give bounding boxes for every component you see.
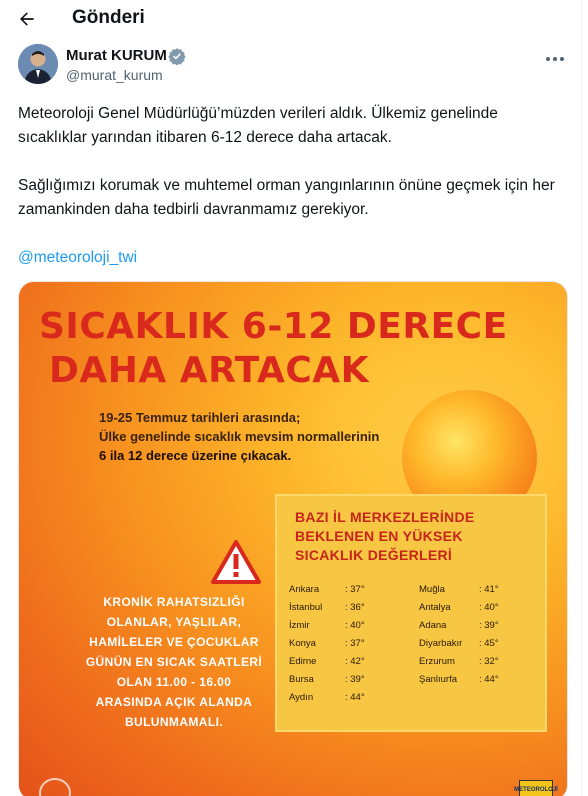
table-row	[419, 674, 519, 692]
infographic-headline: SICAKLIK 6-12 DERECE	[39, 306, 508, 347]
subtext-line: 19-25 Temmuz tarihleri arasında;	[99, 410, 301, 425]
warning-line: BULUNMAMALI.	[124, 715, 224, 729]
panel-title-line: BAZI İL MERKEZLERİNDE	[295, 509, 475, 525]
panel-title-line: BEKLENEN EN YÜKSEK	[295, 528, 463, 544]
warning-line: GÜNÜN EN SICAK SAATLERİ	[85, 655, 263, 669]
infographic-subtext	[99, 408, 379, 465]
subtext-line: Ülke genelinde sıcaklık mevsim normallerinin	[99, 429, 380, 444]
city-temp: : 40°	[345, 620, 365, 631]
avatar[interactable]	[18, 44, 58, 84]
more-dot	[560, 57, 564, 61]
warning-line: ARASINDA AÇIK ALANDA	[95, 695, 253, 709]
tweet-paragraph: Sağlığımızı korumak ve muhtemel orman yangınlarının önüne geçmek için her zamankinden daha tedbirli davranmamız gerekiyor.	[18, 177, 555, 218]
table-row	[289, 692, 385, 710]
city-temp: : 39°	[479, 620, 499, 631]
left-column	[289, 584, 385, 710]
ministry-logo	[39, 778, 71, 796]
city-name: Aydın	[289, 692, 314, 703]
table-row	[419, 656, 519, 674]
city-temp: : 37°	[345, 584, 365, 595]
verified-badge-icon	[168, 47, 186, 65]
city-name: Ankara	[289, 584, 320, 595]
city-temp: : 44°	[345, 692, 365, 703]
author-handle[interactable]: @murat_kurum	[66, 67, 163, 83]
tweet-paragraph: Meteoroloji Genel Müdürlüğü’müzden verileri aldık. Ülkemiz genelinde sıcaklıklar yarından itibaren 6-12 derece daha artacak.	[18, 105, 498, 146]
city-temp: : 39°	[345, 674, 365, 685]
city-temp: : 37°	[345, 638, 365, 649]
warning-line: OLAN 11.00 - 16.00	[116, 675, 232, 689]
table-row	[289, 602, 385, 620]
temperature-panel	[275, 494, 547, 732]
table-row	[419, 638, 519, 656]
warning-triangle-icon	[211, 540, 261, 584]
city-name: Erzurum	[419, 656, 455, 667]
table-row	[289, 620, 385, 638]
tweet-media-image[interactable]	[18, 281, 568, 796]
table-row	[419, 584, 519, 602]
city-temp: : 42°	[345, 656, 365, 667]
city-name: Bursa	[289, 674, 314, 685]
table-row	[289, 584, 385, 602]
city-name: İstanbul	[289, 602, 323, 613]
more-dot	[553, 57, 557, 61]
warning-line: HAMİLELER VE ÇOCUKLAR	[89, 635, 259, 649]
city-temp: : 45°	[479, 638, 499, 649]
city-name: Şanlıurfa	[419, 674, 458, 685]
top-bar	[0, 0, 588, 38]
page-title: Gönderi	[72, 7, 145, 28]
warning-line: KRONİK RAHATSIZLIĞI	[103, 595, 245, 609]
city-name: Muğla	[419, 584, 445, 595]
table-row	[289, 638, 385, 656]
city-name: Adana	[419, 620, 447, 631]
back-button[interactable]	[10, 4, 44, 34]
city-temp: : 32°	[479, 656, 499, 667]
meteoroloji-logo: METEOROLOJİ	[519, 780, 553, 796]
infographic-headline: DAHA ARTACAK	[49, 350, 370, 391]
more-dots-icon	[546, 57, 550, 61]
right-column	[419, 584, 519, 692]
city-temp: : 40°	[479, 602, 499, 613]
city-name: Edirne	[289, 656, 317, 667]
table-row	[289, 674, 385, 692]
subtext-line: 6 ila 12 derece üzerine çıkacak.	[99, 448, 292, 463]
city-temp: : 36°	[345, 602, 365, 613]
city-name: Diyarbakır	[419, 638, 463, 649]
table-row	[419, 602, 519, 620]
city-temp: : 44°	[479, 674, 499, 685]
column-divider	[581, 0, 582, 796]
city-name: Antalya	[419, 602, 451, 613]
warning-line: OLANLAR, YAŞLILAR,	[106, 615, 242, 629]
tweet-text	[18, 102, 568, 294]
mention-link[interactable]: @meteoroloji_twi	[18, 249, 138, 266]
arrow-left-icon	[17, 9, 37, 29]
author-name[interactable]: Murat KURUM	[66, 47, 167, 64]
panel-title	[295, 508, 475, 565]
table-row	[419, 620, 519, 638]
city-name: Konya	[289, 638, 316, 649]
city-name: İzmir	[289, 620, 310, 631]
table-row	[289, 656, 385, 674]
panel-title-line: SICAKLIK DEĞERLERİ	[295, 547, 453, 563]
city-temp: : 41°	[479, 584, 499, 595]
more-button[interactable]	[540, 50, 570, 68]
warning-text	[69, 592, 279, 732]
